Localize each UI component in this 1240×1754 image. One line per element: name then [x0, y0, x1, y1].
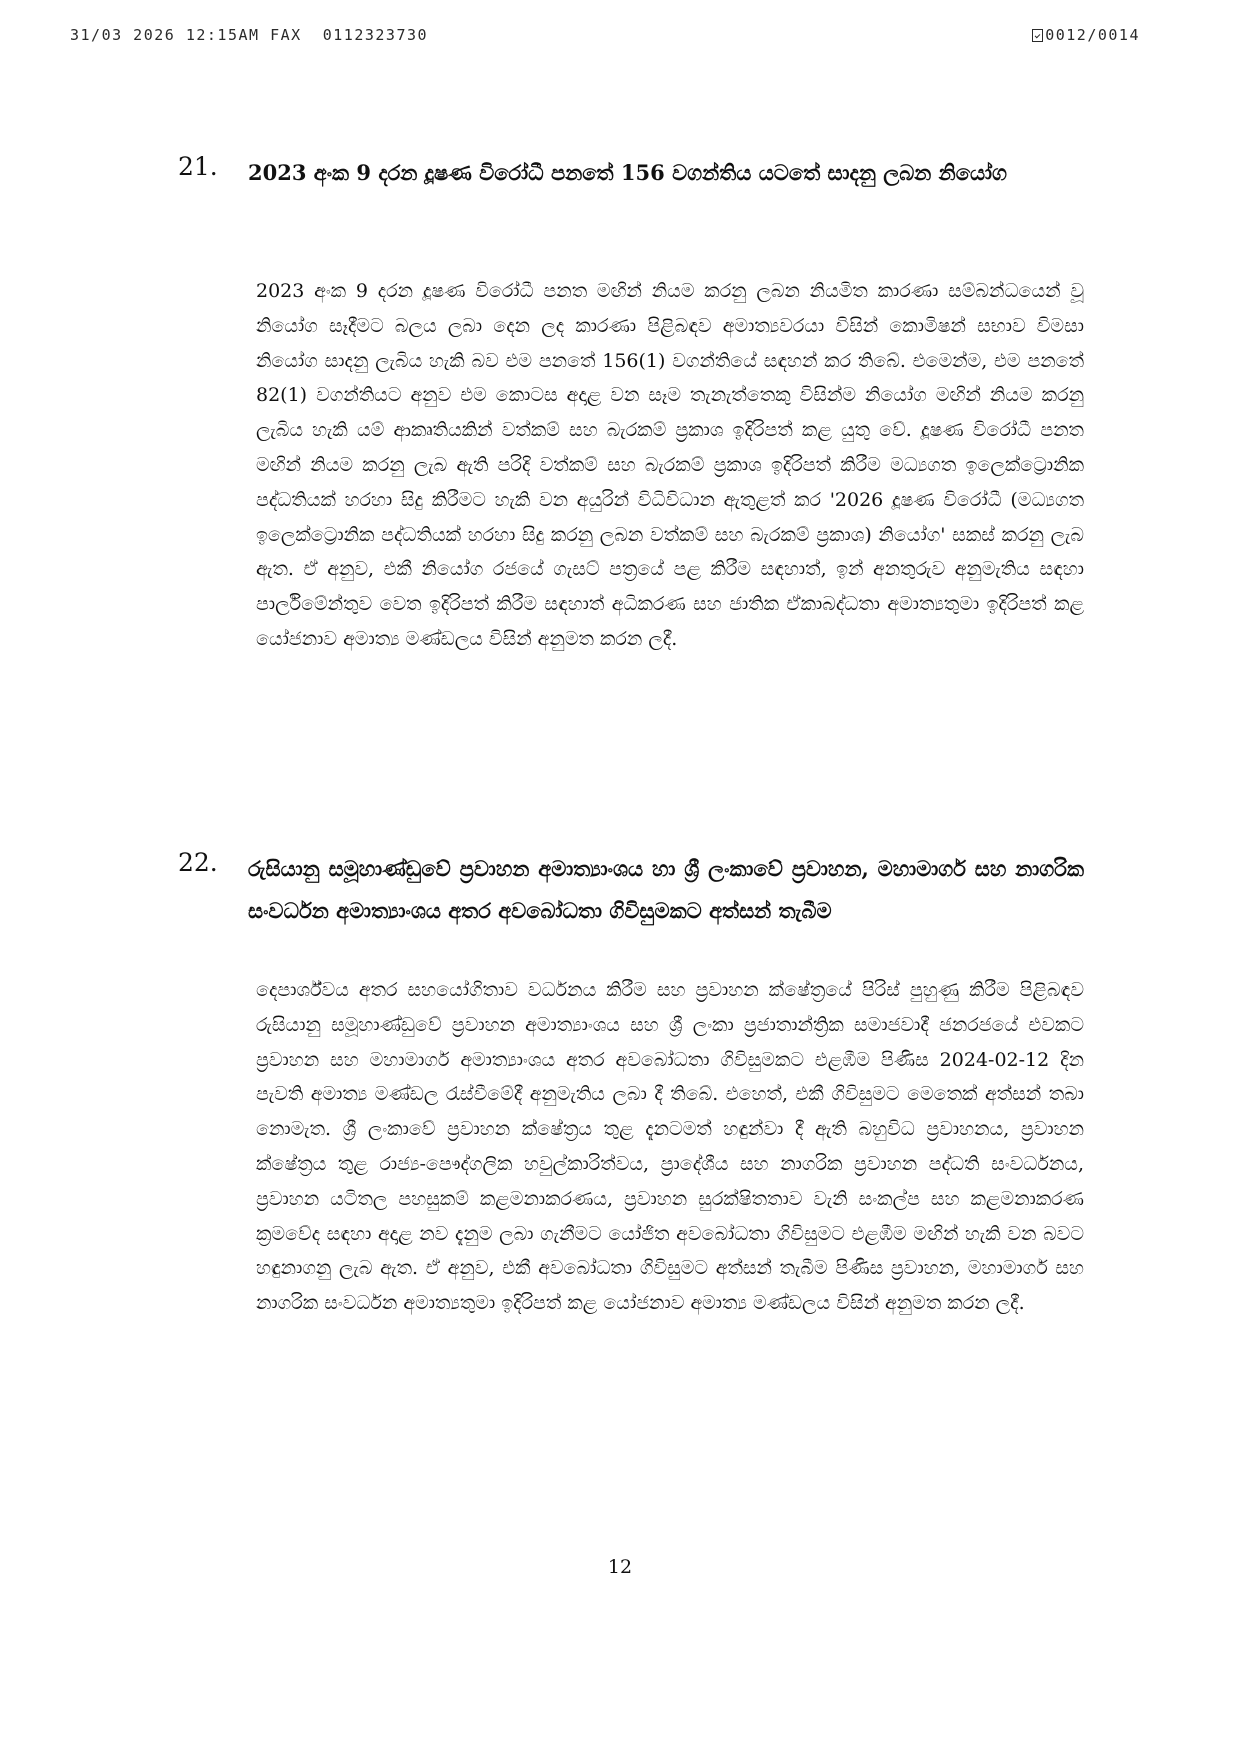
- section-number: 21.: [178, 152, 218, 181]
- fax-header-info: 31/03 2026 12:15AM FAX 0112323730: [70, 26, 429, 44]
- section-body: 2023 අංක 9 දරන දූෂණ විරෝධී පනත මඟින් නියම කරනු ලබන නියමිත කාරණා සම්බන්ධයෙන් වූ නියෝග සෑදීමට බලය ලබා දෙන ලද කාරණා පිළිබඳව අමාත්‍යවරයා විසින් කොමිෂන් සභාව විමසා නියෝග සාදනු ලැබිය හැකි බව එම පනතේ 156(1) වගන්තියේ සඳහන් කර තිබේ. එමෙන්ම, එම පනතේ 82(1) වගන්තියට අනුව එම කොටස අදාළ වන සෑම තැනැත්තෙකු විසින්ම නියෝග මඟින් නියම කරනු ලැබිය හැකි යම් ආකෘතියකින් වත්කම් සහ බැරකම් ප්‍රකාශ ඉදිරිපත් කළ යුතු වේ. දූෂණ විරෝධී පනත මඟින් නියම කරනු ලැබ ඇති පරිදි වත්කම් සහ බැරකම් ප්‍රකාශ ඉදිරිපත් කිරීම මධ්‍යගත ඉලෙක්ට්‍රොනික පද්ධතියක් හරහා සිදු කිරීමට හැකි වන අයුරින් විධිවිධාන ඇතුළත් කර '2026 දූෂණ විරෝධී (මධ්‍යගත ඉලෙක්ට්‍රොනික පද්ධතියක් හරහා සිදු කරනු ලබන වත්කම් සහ බැරකම් ප්‍රකාශ) නියෝග' සකස් කරනු ලැබ ඇත. ඒ අනුව, එකී නියෝග රජයේ ගැසට් පත්‍රයේ පළ කිරීම සඳහාත්, ඉන් අනතුරුව අනුමැතිය සඳහා පාර්ලිමේන්තුව වෙත ඉදිරිපත් කිරීම සඳහාත් අධිකරණ සහ ජාතික ඒකාබද්ධතා අමාත්‍යතුමා ඉදිරිපත් කළ යෝජනාව අමාත්‍ය මණ්ඩලය විසින් අනුමත කරන ලදී.: [256, 280, 1084, 650]
- section-title: 2023 අංක 9 දරන දූෂණ විරෝධී පනතේ 156 වගන්තිය යටතේ සාදනු ලබන නියෝග: [248, 160, 1008, 185]
- fax-page-count: [1032, 26, 1140, 44]
- section-body: දෙපාර්ශ්වය අතර සහයෝගිතාව වර්ධනය කිරීම සහ ප්‍රවාහන ක්ෂේත්‍රයේ පිරිස් පුහුණු කිරීම පිළිබඳව රුසියානු සමූහාණ්ඩුවේ ප්‍රවාහන අමාත්‍යාංශය සහ ශ්‍රී ලංකා ප්‍රජාතාන්ත්‍රික සමාජවාදී ජනරජයේ එවකට ප්‍රවාහන සහ මහාමාර්ග අමාත්‍යාංශය අතර අවබෝධතා ගිවිසුමකට එළඹීම පිණිස 2024-02-12 දින පැවති අමාත්‍ය මණ්ඩල රැස්වීමේදී අනුමැතිය ලබා දී තිබේ. එහෙත්, එකී ගිවිසුමට මෙතෙක් අත්සන් තබා නොමැත. ශ්‍රී ලංකාවේ ප්‍රවාහන ක්ෂේත්‍රය තුළ දැනටමත් හඳුන්වා දී ඇති බහුවිධ ප්‍රවාහනය, ප්‍රවාහන ක්ෂේත්‍රය තුළ රාජ්‍ය-පෞද්ගලික හවුල්කාරිත්වය, ප්‍රාදේශීය සහ නාගරික ප්‍රවාහන පද්ධති සංවර්ධනය, ප්‍රවාහන යටිතල පහසුකම් කළමනාකරණය, ප්‍රවාහන සුරක්ෂිතතාව වැනි සංකල්ප සහ කළමනාකරණ ක්‍රමවේද සඳහා අදාළ නව දැනුම ලබා ගැනීමට යෝජිත අවබෝධතා ගිවිසුමට එළඹීම මඟින් හැකි වන බවට හඳුනාගනු ලැබ ඇත. ඒ අනුව, එකී අවබෝධතා ගිවිසුමට අත්සන් තැබීම පිණිස ප්‍රවාහන, මහාමාර්ග සහ නාගරික සංවර්ධන අමාත්‍යතුමා ඉදිරිපත් කළ යෝජනාව අමාත්‍ය මණ්ඩලය විසින් අනුමත කරන ලදී.: [256, 979, 1084, 1315]
- checkbox-icon: [1032, 29, 1043, 42]
- section-number: 22.: [178, 848, 218, 877]
- page-number: 12: [607, 1556, 633, 1578]
- section-title: රුසියානු සමූහාණ්ඩුවේ ප්‍රවාහන අමාත්‍යාංශය හා ශ්‍රී ලංකාවේ ප්‍රවාහන, මහාමාර්ග සහ නාගරික සංවර්ධන අමාත්‍යාංශය අතර අවබෝධතා ගිවිසුමකට අත්සන් තැබීම: [248, 856, 1084, 923]
- fax-header: [70, 26, 1140, 56]
- fax-page-count-text: 0012/0014: [1045, 26, 1140, 44]
